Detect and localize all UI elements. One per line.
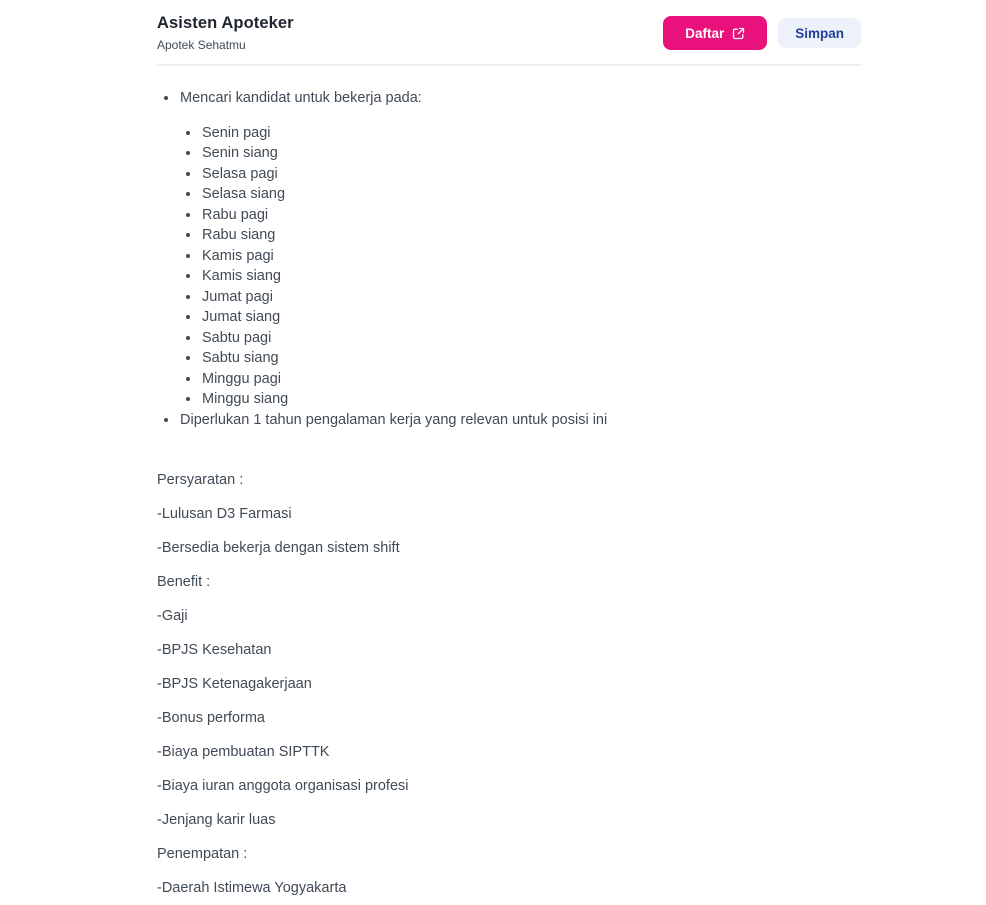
- job-title-block: [157, 14, 294, 52]
- list-item-experience: • Diperlukan 1 tahun pengalaman kerja yang relevan untuk posisi ini: [179, 410, 861, 431]
- requirements-list: [157, 88, 861, 430]
- shift-list-item: • Jumat pagi: [201, 287, 861, 308]
- description-paragraph: -Bersedia bekerja dengan sistem shift: [157, 540, 400, 556]
- description-paragraph: -Biaya iuran anggota organisasi profesi: [157, 778, 409, 794]
- description-paragraph: -Biaya pembuatan SIPTTK: [157, 744, 330, 760]
- description-paragraph: -Gaji: [157, 608, 188, 624]
- intro-text: Mencari kandidat untuk bekerja pada:: [180, 90, 422, 106]
- description-paragraph: Persyaratan :: [157, 472, 244, 488]
- apply-button[interactable]: [663, 16, 767, 50]
- shift-list-item: • Rabu siang: [201, 225, 861, 246]
- job-description: [157, 88, 861, 899]
- header-actions: [663, 16, 861, 50]
- shift-list-item: • Sabtu pagi: [201, 328, 861, 349]
- shift-list-item: • Selasa siang: [201, 184, 861, 205]
- shift-list-item: • Jumat siang: [201, 307, 861, 328]
- description-paragraph: -Daerah Istimewa Yogyakarta: [157, 880, 347, 896]
- shift-list-item: • Senin pagi: [201, 123, 861, 144]
- description-paragraph: -BPJS Ketenagakerjaan: [157, 676, 312, 692]
- description-paragraphs: [157, 470, 861, 899]
- shift-list-item: • Selasa pagi: [201, 164, 861, 185]
- page-title: Asisten Apoteker: [157, 14, 294, 32]
- description-paragraph: -BPJS Kesehatan: [157, 642, 272, 658]
- shift-list-item: • Sabtu siang: [201, 348, 861, 369]
- external-link-icon: [732, 27, 745, 40]
- description-paragraph: -Jenjang karir luas: [157, 812, 276, 828]
- shift-list-item: • Minggu pagi: [201, 369, 861, 390]
- description-paragraph: Benefit :: [157, 574, 211, 590]
- shift-list-item: • Senin siang: [201, 143, 861, 164]
- description-paragraph: -Bonus performa: [157, 710, 265, 726]
- shift-list-item: • Rabu pagi: [201, 205, 861, 226]
- shift-list-item: • Kamis pagi: [201, 246, 861, 267]
- save-button[interactable]: Simpan: [778, 18, 861, 48]
- description-paragraph: Penempatan :: [157, 846, 248, 862]
- description-paragraph: -Lulusan D3 Farmasi: [157, 506, 292, 522]
- company-name: Apotek Sehatmu: [157, 38, 246, 52]
- apply-button-label: Daftar: [685, 25, 725, 41]
- shift-list: [180, 123, 861, 410]
- shift-list-item: • Minggu siang: [201, 389, 861, 410]
- job-header: [157, 14, 861, 66]
- shift-list-item: • Kamis siang: [201, 266, 861, 287]
- list-item-intro: [179, 88, 861, 410]
